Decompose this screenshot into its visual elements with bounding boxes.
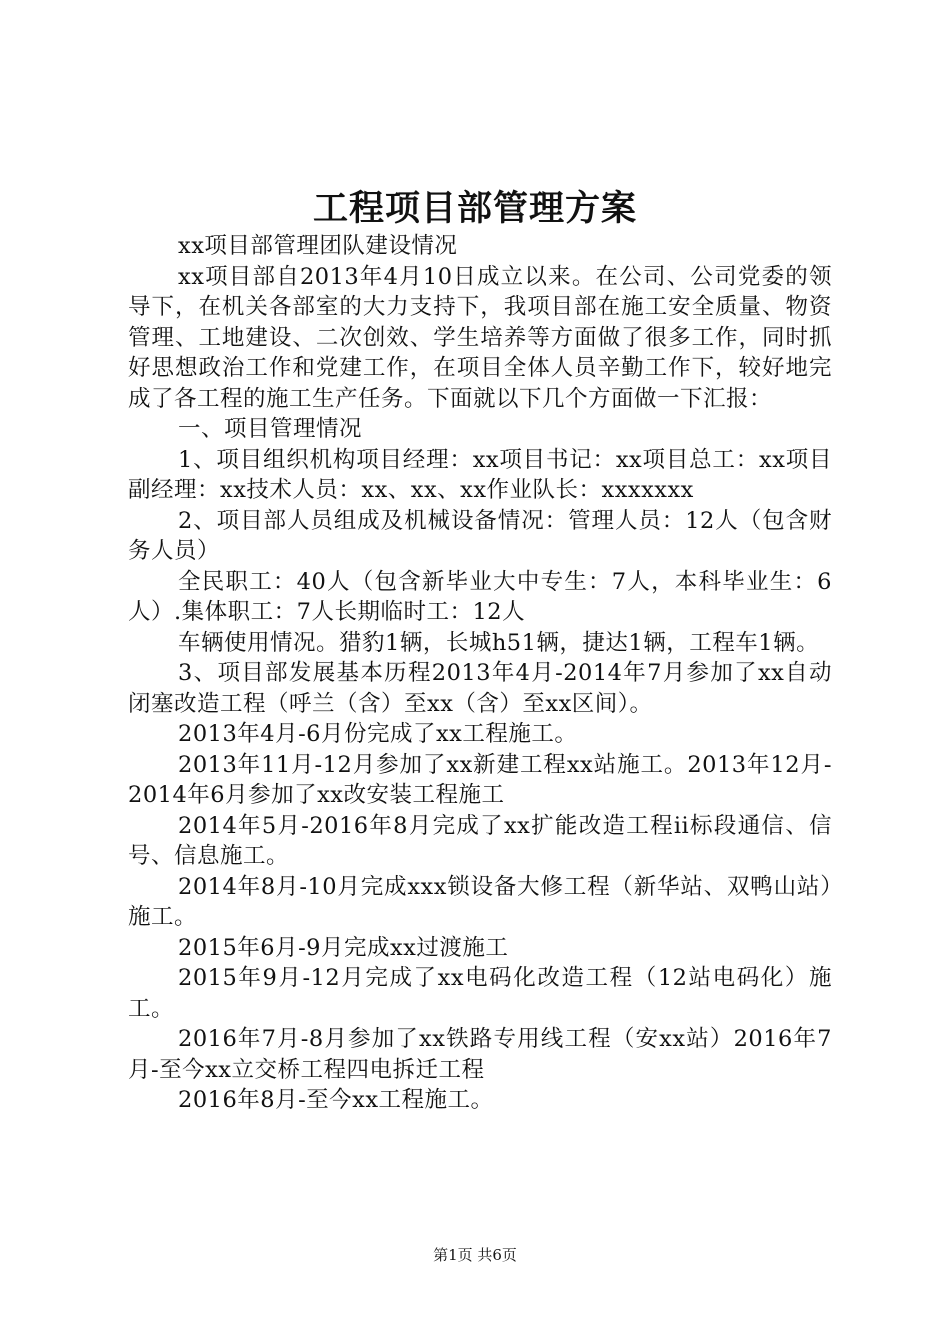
paragraph-history-item: 2015年6月-9月完成xx过渡施工 <box>178 934 509 961</box>
paragraph-staff: 2、项目部人员组成及机械设备情况：管理人员：12人（包含财务人员） <box>128 507 832 564</box>
document-body <box>128 231 832 1116</box>
paragraph-history-item: 2013年4月-6月份完成了xx工程施工。 <box>178 721 578 747</box>
paragraph-history-item: 2013年11月-12月参加了xx新建工程xx站施工。2013年12月-2014年6月参加了xx改安装工程施工 <box>128 751 832 808</box>
paragraph-history-item: 2016年8月-至今xx工程施工。 <box>178 1087 494 1113</box>
paragraph-vehicles: 车辆使用情况。猎豹1辆，长城h51辆，捷达1辆，工程车1辆。 <box>178 629 820 656</box>
document-title: 工程项目部管理方案 <box>312 188 637 229</box>
paragraph-history-item: 2014年8月-10月完成xxx锁设备大修工程（新华站、双鸭山站）施工。 <box>128 873 832 930</box>
paragraph-team-heading: xx项目部管理团队建设情况 <box>178 233 458 259</box>
paragraph-org-structure: 1、项目组织机构项目经理：xx项目书记：xx项目总工：xx项目副经理：xx技术人员：xx、xx、xx作业队长：xxxxxxx <box>128 446 832 503</box>
paragraph-intro: xx项目部自2013年4月10日成立以来。在公司、公司党委的领导下，在机关各部室的大力支持下，我项目部在施工安全质量、物资管理、工地建设、二次创效、学生培养等方面做了很多工作，同时抓好思想政治工作和党建工作，在项目全体人员辛勤工作下，较好地完成了各工程的施工生产任务。下面就以下几个方面做一下汇报： <box>128 263 832 412</box>
paragraph-history-item: 2015年9月-12月完成了xx电码化改造工程（12站电码化）施工。 <box>128 965 832 1022</box>
paragraph-history: 3、项目部发展基本历程2013年4月-2014年7月参加了xx自动闭塞改造工程（呼兰（含）至xx（含）至xx区间）。 <box>128 660 832 717</box>
paragraph-employees: 全民职工：40人（包含新毕业大中专生：7人，本科毕业生：6人）.集体职工：7人长期临时工：12人 <box>128 568 832 625</box>
paragraph-section-heading: 一、项目管理情况 <box>178 416 363 442</box>
page-footer: 第1页 共6页 <box>433 1246 517 1264</box>
paragraph-history-item: 2014年5月-2016年8月完成了xx扩能改造工程ii标段通信、信号、信息施工。 <box>128 812 832 869</box>
paragraph-history-item: 2016年7月-8月参加了xx铁路专用线工程（安xx站）2016年7月-至今xx立交桥工程四电拆迁工程 <box>128 1026 832 1083</box>
